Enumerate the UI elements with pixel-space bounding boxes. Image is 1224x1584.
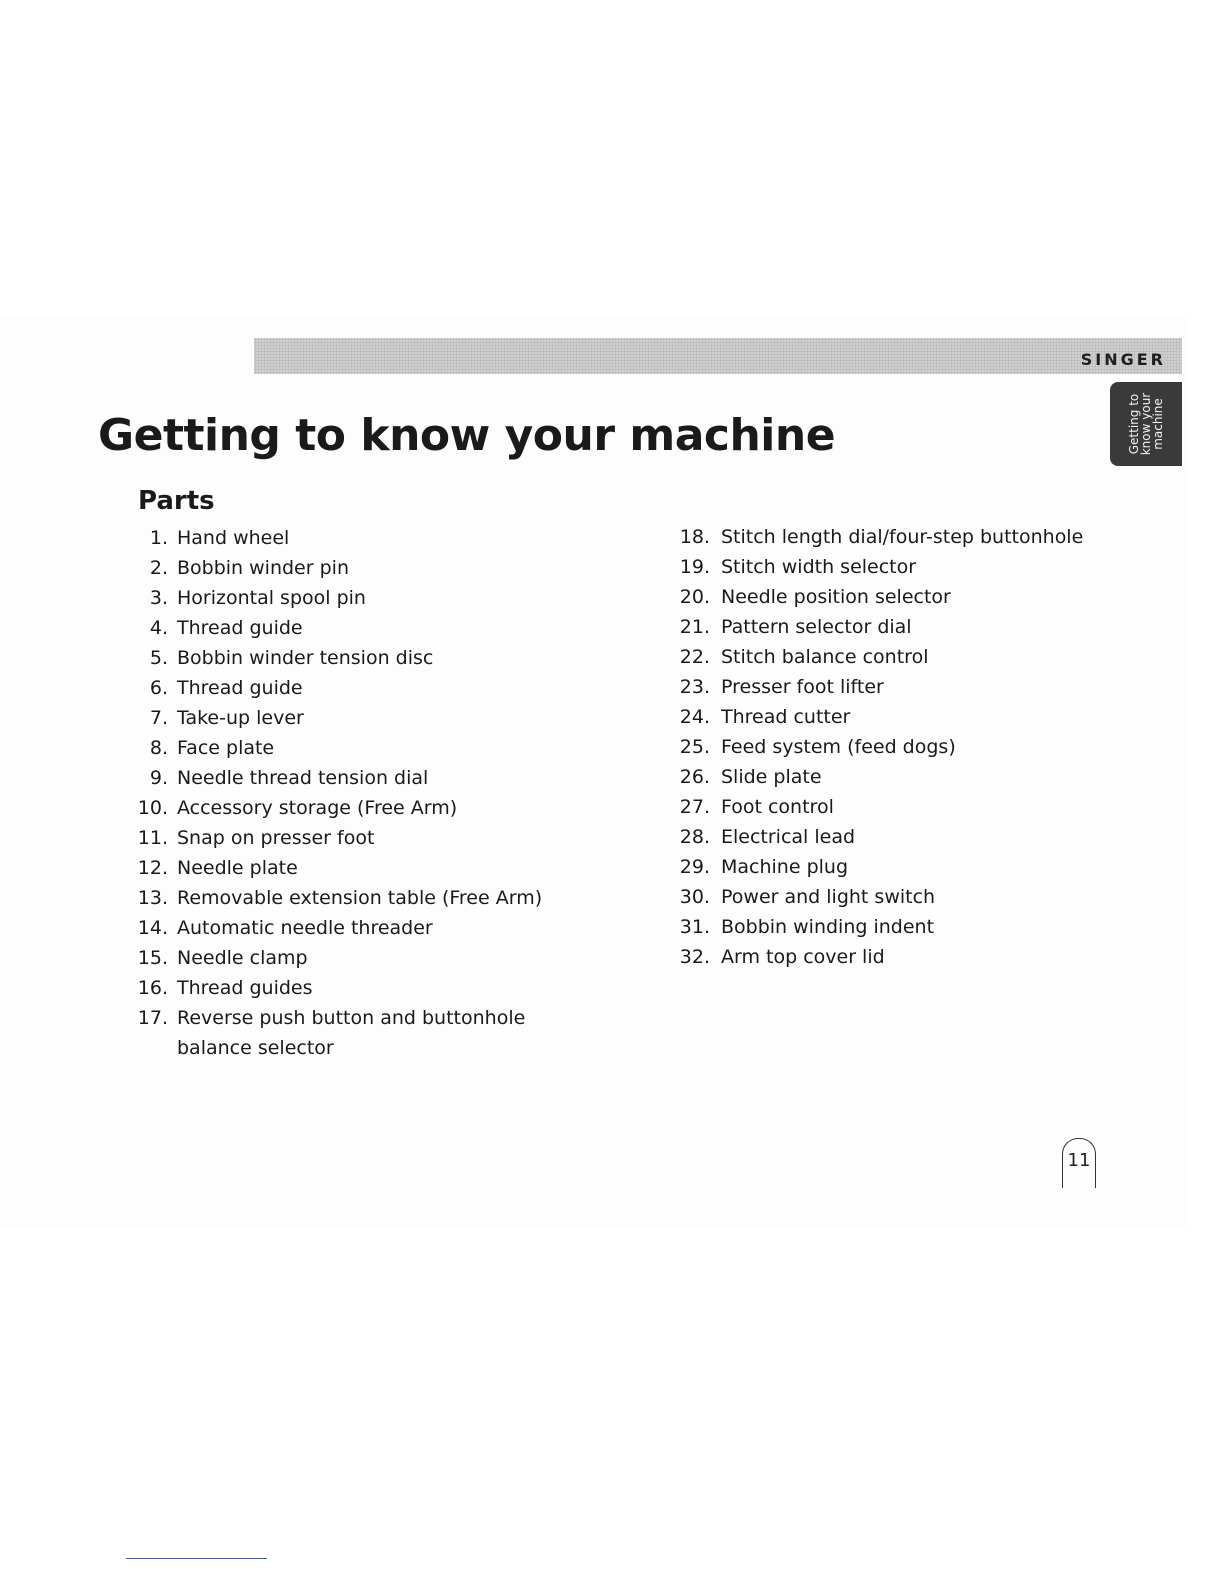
list-item: [128, 853, 598, 883]
item-number: 32.: [679, 946, 710, 968]
list-item: [128, 973, 598, 1003]
item-number: 7.: [149, 707, 168, 729]
item-number: 30.: [679, 886, 710, 908]
item-number: 9.: [149, 767, 168, 789]
parts-list-right: [668, 522, 1108, 972]
item-label: Thread guides: [177, 977, 313, 999]
list-item: [668, 642, 1108, 672]
list-item: [128, 643, 598, 673]
item-label: Snap on presser foot: [177, 827, 375, 849]
list-item: [668, 672, 1108, 702]
item-label: Bobbin winder tension disc: [177, 647, 434, 669]
item-label: Bobbin winding indent: [721, 916, 935, 938]
item-number: 10.: [137, 797, 168, 819]
item-number: 25.: [679, 736, 710, 758]
item-label: Automatic needle threader: [177, 917, 433, 939]
item-label: Power and light switch: [721, 886, 936, 908]
item-label: Thread cutter: [721, 706, 851, 728]
list-item: [668, 822, 1108, 852]
item-number: 24.: [679, 706, 710, 728]
list-item: [128, 883, 598, 913]
item-number: 6.: [149, 677, 168, 699]
item-number: 1.: [149, 527, 168, 549]
item-label: Face plate: [177, 737, 275, 759]
item-label: Reverse push button and buttonhole balance selector: [177, 1007, 526, 1059]
section-tab: [1110, 382, 1182, 466]
page-number: 11: [1062, 1138, 1096, 1188]
list-item: [128, 583, 598, 613]
item-label: Bobbin winder pin: [177, 557, 349, 579]
section-tab-line: machine: [1151, 398, 1165, 450]
item-label: Hand wheel: [177, 527, 290, 549]
item-label: Needle clamp: [177, 947, 308, 969]
item-label: Stitch width selector: [721, 556, 917, 578]
item-number: 23.: [679, 676, 710, 698]
item-label: Thread guide: [177, 677, 303, 699]
header-bar: [254, 338, 1182, 374]
item-label: Needle plate: [177, 857, 298, 879]
list-item: [668, 702, 1108, 732]
item-label: Feed system (feed dogs): [721, 736, 956, 758]
item-number: 18.: [679, 526, 710, 548]
list-item: [668, 942, 1108, 972]
item-number: 22.: [679, 646, 710, 668]
item-number: 12.: [137, 857, 168, 879]
item-number: 28.: [679, 826, 710, 848]
list-item: [668, 552, 1108, 582]
item-number: 17.: [137, 1007, 168, 1029]
brand-logo: SINGER: [1080, 350, 1166, 369]
section-title: Parts: [138, 486, 215, 516]
item-label: Foot control: [721, 796, 834, 818]
item-label: Arm top cover lid: [721, 946, 885, 968]
item-label: Accessory storage (Free Arm): [177, 797, 458, 819]
list-item: [668, 912, 1108, 942]
list-item: [128, 793, 598, 823]
list-item: [128, 823, 598, 853]
item-label: Slide plate: [721, 766, 822, 788]
list-item: [668, 732, 1108, 762]
item-label: Presser foot lifter: [721, 676, 884, 698]
item-label: Electrical lead: [721, 826, 856, 848]
item-number: 15.: [137, 947, 168, 969]
list-item: [128, 523, 598, 553]
item-number: 20.: [679, 586, 710, 608]
item-number: 8.: [149, 737, 168, 759]
item-label: Machine plug: [721, 856, 849, 878]
list-item: [128, 673, 598, 703]
item-label: Needle position selector: [721, 586, 951, 608]
item-number: 5.: [149, 647, 168, 669]
item-number: 27.: [679, 796, 710, 818]
page-title: Getting to know your machine: [98, 410, 836, 461]
footer-rule: [126, 1558, 267, 1559]
item-number: 26.: [679, 766, 710, 788]
item-number: 16.: [137, 977, 168, 999]
item-label: Needle thread tension dial: [177, 767, 429, 789]
list-item: [668, 792, 1108, 822]
list-item: [668, 522, 1108, 552]
list-item: [668, 582, 1108, 612]
item-label: Horizontal spool pin: [177, 587, 366, 609]
section-tab-label: [1128, 384, 1164, 464]
list-item: [668, 882, 1108, 912]
item-number: 21.: [679, 616, 710, 638]
section-tab-line: know your: [1139, 392, 1153, 456]
item-number: 2.: [149, 557, 168, 579]
list-item: [128, 553, 598, 583]
item-number: 31.: [679, 916, 710, 938]
list-item: [128, 703, 598, 733]
item-label: Pattern selector dial: [721, 616, 912, 638]
item-label: Stitch balance control: [721, 646, 929, 668]
item-number: 3.: [149, 587, 168, 609]
list-item: [128, 943, 598, 973]
list-item: [128, 613, 598, 643]
list-item: [668, 852, 1108, 882]
item-number: 11.: [137, 827, 168, 849]
item-number: 29.: [679, 856, 710, 878]
parts-list-left: [128, 523, 598, 1063]
list-item: [668, 612, 1108, 642]
section-tab-line: Getting to: [1127, 393, 1141, 455]
list-item: [128, 763, 598, 793]
list-item: [128, 1003, 598, 1063]
item-number: 14.: [137, 917, 168, 939]
item-label: Removable extension table (Free Arm): [177, 887, 543, 909]
list-item: [668, 762, 1108, 792]
item-number: 19.: [679, 556, 710, 578]
list-item: [128, 733, 598, 763]
list-item: [128, 913, 598, 943]
item-label: Stitch length dial/four-step buttonhole: [721, 526, 1084, 548]
item-number: 4.: [149, 617, 168, 639]
item-label: Thread guide: [177, 617, 303, 639]
item-number: 13.: [137, 887, 168, 909]
item-label: Take-up lever: [177, 707, 304, 729]
